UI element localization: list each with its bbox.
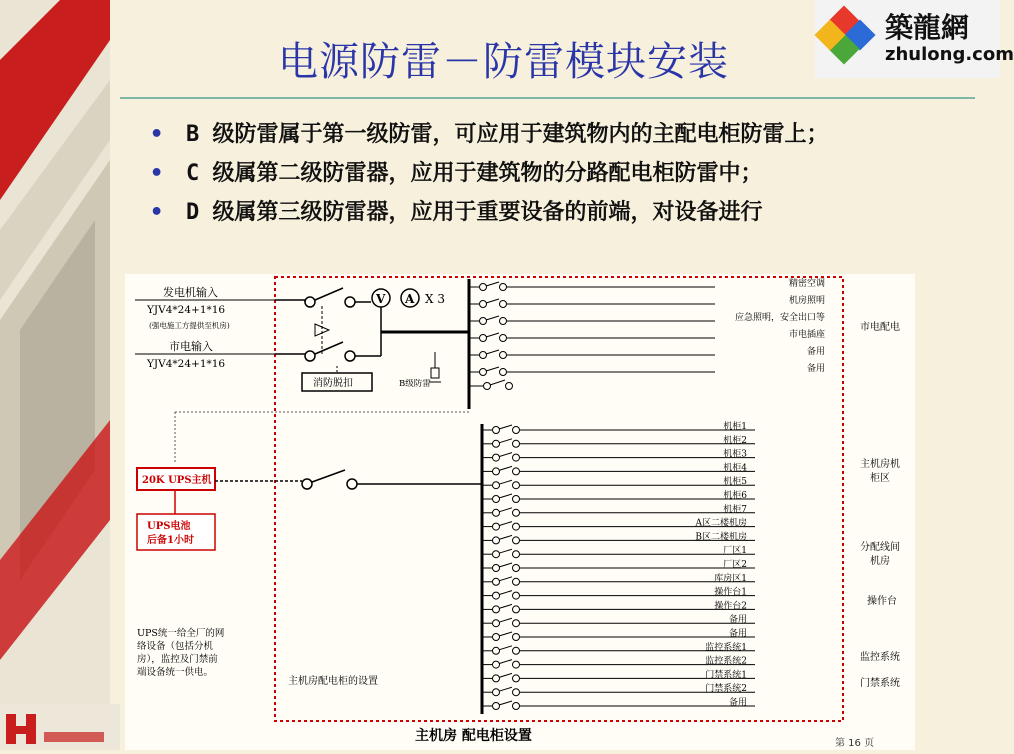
breaker-branch bbox=[482, 599, 755, 613]
diagram-caption: 主机房 配电柜设置 bbox=[415, 728, 532, 744]
page-number: 第 16 页 bbox=[835, 738, 875, 749]
company-logo bbox=[0, 704, 120, 750]
bullet-item: • B 级防雷属于第一级防雷，可应用于建筑物内的主配电柜防雷上； bbox=[150, 122, 829, 147]
load-label: 机柜4 bbox=[723, 463, 747, 474]
b-level-label: B级防雷 bbox=[399, 379, 431, 389]
ups-load-branches bbox=[482, 420, 755, 710]
load-label: 精密空调 bbox=[788, 279, 825, 289]
voltmeter-label: V bbox=[376, 292, 386, 306]
load-label: 机柜3 bbox=[723, 449, 747, 460]
load-label: 门禁系统2 bbox=[705, 684, 747, 695]
breaker-branch bbox=[482, 613, 755, 627]
breaker-branch bbox=[469, 294, 825, 308]
page-title: 电源防雷－防雷模块安装 bbox=[278, 39, 729, 85]
ups-main-label: 20K UPS主机 bbox=[142, 475, 212, 486]
load-label: 库房区1 bbox=[714, 573, 747, 584]
load-label: 机柜7 bbox=[723, 504, 747, 515]
bullet-text: C 级属第二级防雷器，应用于建筑物的分路配电柜防雷中； bbox=[186, 161, 763, 186]
title-divider bbox=[120, 97, 975, 99]
breaker-branch bbox=[482, 586, 755, 600]
group-label-cabinet-2: 柜区 bbox=[870, 473, 890, 484]
top-load-branches bbox=[469, 277, 825, 376]
breaker-branch bbox=[482, 655, 755, 669]
breaker-branch bbox=[482, 641, 755, 655]
breaker-branch bbox=[469, 277, 825, 291]
load-label: 厂区1 bbox=[723, 546, 747, 557]
breaker-branch bbox=[469, 311, 825, 325]
group-label-monitor: 监控系统 bbox=[860, 652, 900, 663]
load-label: 机房照明 bbox=[788, 296, 825, 306]
bullet-text: B 级防雷属于第一级防雷，可应用于建筑物内的主配电柜防雷上； bbox=[186, 122, 829, 147]
group-label-console: 操作台 bbox=[867, 596, 897, 607]
ups-battery-label-2: 后备1小时 bbox=[147, 535, 194, 546]
fire-trip-label: 消防脱扣 bbox=[313, 378, 353, 389]
load-label: 备用 bbox=[728, 615, 747, 626]
breaker-branch bbox=[482, 572, 755, 586]
wiring-diagram bbox=[125, 274, 915, 750]
left-decoration bbox=[0, 0, 110, 750]
breaker-branch bbox=[482, 475, 755, 489]
logo-mark-icon bbox=[819, 6, 883, 70]
breaker-branch bbox=[482, 696, 755, 710]
breaker-branch bbox=[482, 503, 755, 517]
group-label-cabinet: 主机房机 bbox=[860, 459, 900, 470]
gen-input-label: 发电机输入 bbox=[163, 286, 218, 299]
breaker-branch bbox=[482, 448, 755, 462]
breaker-branch bbox=[482, 559, 755, 572]
load-label: 机柜1 bbox=[723, 422, 747, 432]
logo-cn-text: 築龍網 bbox=[885, 11, 970, 44]
group-label-wiring: 分配线间 bbox=[860, 542, 900, 553]
ups-battery-label: UPS电池 bbox=[147, 521, 191, 532]
breaker-branch bbox=[482, 434, 755, 448]
breaker-branch bbox=[482, 545, 755, 558]
group-label-mains: 市电配电 bbox=[860, 322, 900, 333]
ups-note-line-1: UPS统一给全厂的网 bbox=[137, 628, 225, 639]
breaker-branch bbox=[469, 345, 825, 359]
load-label: 机柜5 bbox=[723, 477, 747, 488]
breaker-branch bbox=[482, 489, 755, 503]
ups-note-line-4: 端设备统一供电。 bbox=[137, 667, 214, 678]
load-label: 操作台1 bbox=[714, 587, 747, 598]
load-label: B区二楼机房 bbox=[695, 532, 747, 543]
breaker-branch bbox=[469, 362, 825, 376]
load-label: 监控系统2 bbox=[705, 656, 747, 667]
bullet-text: D 级属第三级防雷器，应用于重要设备的前端，对设备进行 bbox=[186, 200, 763, 225]
load-label: 机柜6 bbox=[723, 491, 747, 501]
load-label: 应急照明，安全出口等 bbox=[734, 313, 825, 323]
cabinet-setting-label: 主机房配电柜的设置 bbox=[288, 676, 378, 687]
ups-note-line-2: 络设备（包括分机 bbox=[137, 641, 214, 652]
group-label-access: 门禁系统 bbox=[860, 678, 900, 689]
ammeter-label: A bbox=[405, 292, 415, 306]
cable2-label: YJV4*24+1*16 bbox=[147, 358, 226, 370]
breaker-branch bbox=[482, 668, 755, 682]
logo-en-text: zhulong.com bbox=[885, 44, 1014, 65]
bullet-item: • C 级属第二级防雷器，应用于建筑物的分路配电柜防雷中； bbox=[150, 161, 763, 186]
gen-note-label: (强电施工方提供至机房) bbox=[149, 321, 230, 330]
load-label: A区二楼机房 bbox=[695, 518, 747, 529]
load-label: 市电插座 bbox=[788, 330, 825, 340]
bullet-item: • D 级属第三级防雷器，应用于重要设备的前端，对设备进行 bbox=[150, 200, 763, 225]
mains-input-label: 市电输入 bbox=[169, 340, 213, 353]
load-label: 门禁系统1 bbox=[705, 670, 747, 681]
load-label: 机柜2 bbox=[723, 435, 747, 446]
group-label-wiring-2: 机房 bbox=[870, 556, 890, 567]
phase-label: X 3 bbox=[425, 292, 445, 306]
bullet-list bbox=[150, 118, 950, 235]
load-label: 厂区2 bbox=[723, 560, 747, 570]
zhulong-logo bbox=[815, 0, 1014, 78]
breaker-branch bbox=[482, 420, 755, 434]
breaker-branch bbox=[482, 627, 755, 641]
load-label: 监控系统1 bbox=[705, 642, 747, 653]
load-label: 备用 bbox=[806, 364, 825, 374]
cable1-label: YJV4*24+1*16 bbox=[147, 304, 226, 316]
load-label: 操作台2 bbox=[714, 601, 747, 612]
load-label: 备用 bbox=[728, 698, 747, 708]
ups-note-line-3: 房），监控及门禁前 bbox=[137, 654, 218, 665]
breaker-branch bbox=[482, 461, 755, 475]
breaker-branch bbox=[482, 682, 755, 696]
breaker-branch bbox=[482, 517, 755, 531]
load-label: 备用 bbox=[728, 629, 747, 639]
wiring-diagram-svg bbox=[125, 274, 915, 750]
b-level-spd-icon bbox=[431, 368, 439, 378]
breaker-branch bbox=[482, 530, 755, 544]
load-label: 备用 bbox=[806, 347, 825, 357]
breaker-branch bbox=[469, 328, 825, 342]
